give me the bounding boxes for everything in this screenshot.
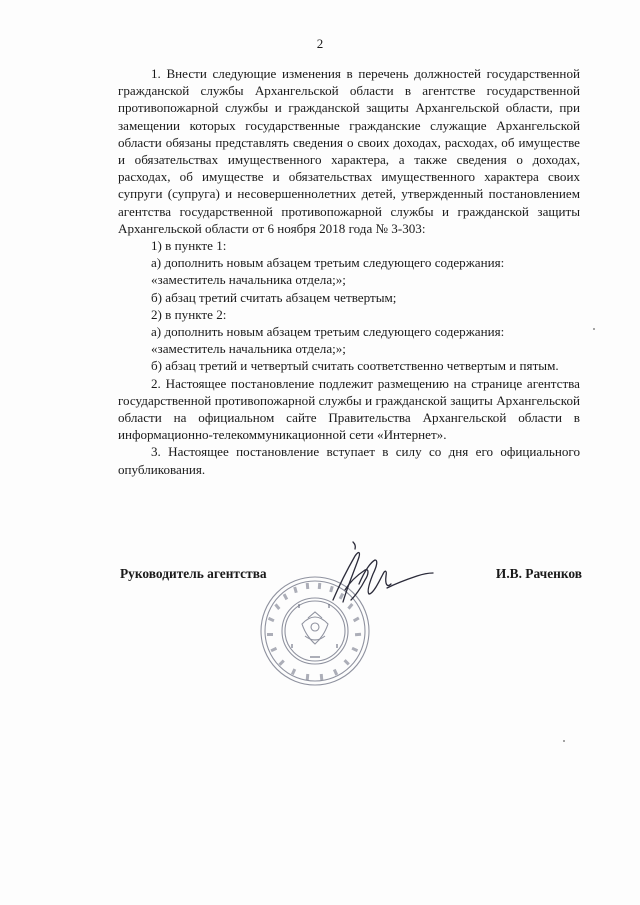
page-number: 2 bbox=[316, 36, 324, 51]
list-item: б) абзац третий и четвертый считать соответственно четвертым и пятым. bbox=[151, 358, 559, 374]
list-item: «заместитель начальника отдела;»; bbox=[151, 272, 346, 288]
scan-speck bbox=[593, 328, 595, 330]
document-body bbox=[118, 65, 580, 478]
list-item: 2) в пункте 2: bbox=[151, 306, 227, 322]
signatory-name: И.В. Раченков bbox=[495, 566, 582, 581]
list-item: б) абзац третий считать абзацем четвертым; bbox=[151, 289, 397, 305]
list-item: 1) в пункте 1: bbox=[151, 238, 227, 254]
signatory-title: Руководитель агентства bbox=[120, 566, 267, 581]
list-item: а) дополнить новым абзацем третьим следующего содержания: bbox=[151, 255, 505, 271]
handwritten-signature bbox=[325, 540, 435, 610]
paragraph-1: 1. Внести следующие изменения в перечень должностей государственной гражданской службы Архангельской области в агентстве государственной противопожарной службы и гражданской защиты Архангельской области, при замещении которых государственные гражданские служащие Архангельской области обязаны представлять сведения о своих доходах, расходах, об имуществе и обязательствах имущественного характера, а также сведения о доходах, расходах, об имуществе и обязательствах имущественного характера своих супруги (супруга) и несовершеннолетних детей, утвержденный постановлением агентства государственной противопожарной службы и гражданской защиты Архангельской области от 6 ноября 2018 года № 3-303: bbox=[118, 66, 580, 236]
list-item: «заместитель начальника отдела;»; bbox=[151, 341, 346, 357]
paragraph-2: 2. Настоящее постановление подлежит размещению на странице агентства государственной противопожарной службы и гражданской защиты Архангельской области на официальном сайте Правительства Архангельской области в информационно-телекоммуникационной сети «Интернет». bbox=[118, 375, 580, 443]
scan-speck bbox=[563, 740, 565, 742]
paragraph-3: 3. Настоящее постановление вступает в силу со дня его официального опубликования. bbox=[118, 444, 580, 477]
list-item: а) дополнить новым абзацем третьим следующего содержания: bbox=[151, 324, 505, 340]
